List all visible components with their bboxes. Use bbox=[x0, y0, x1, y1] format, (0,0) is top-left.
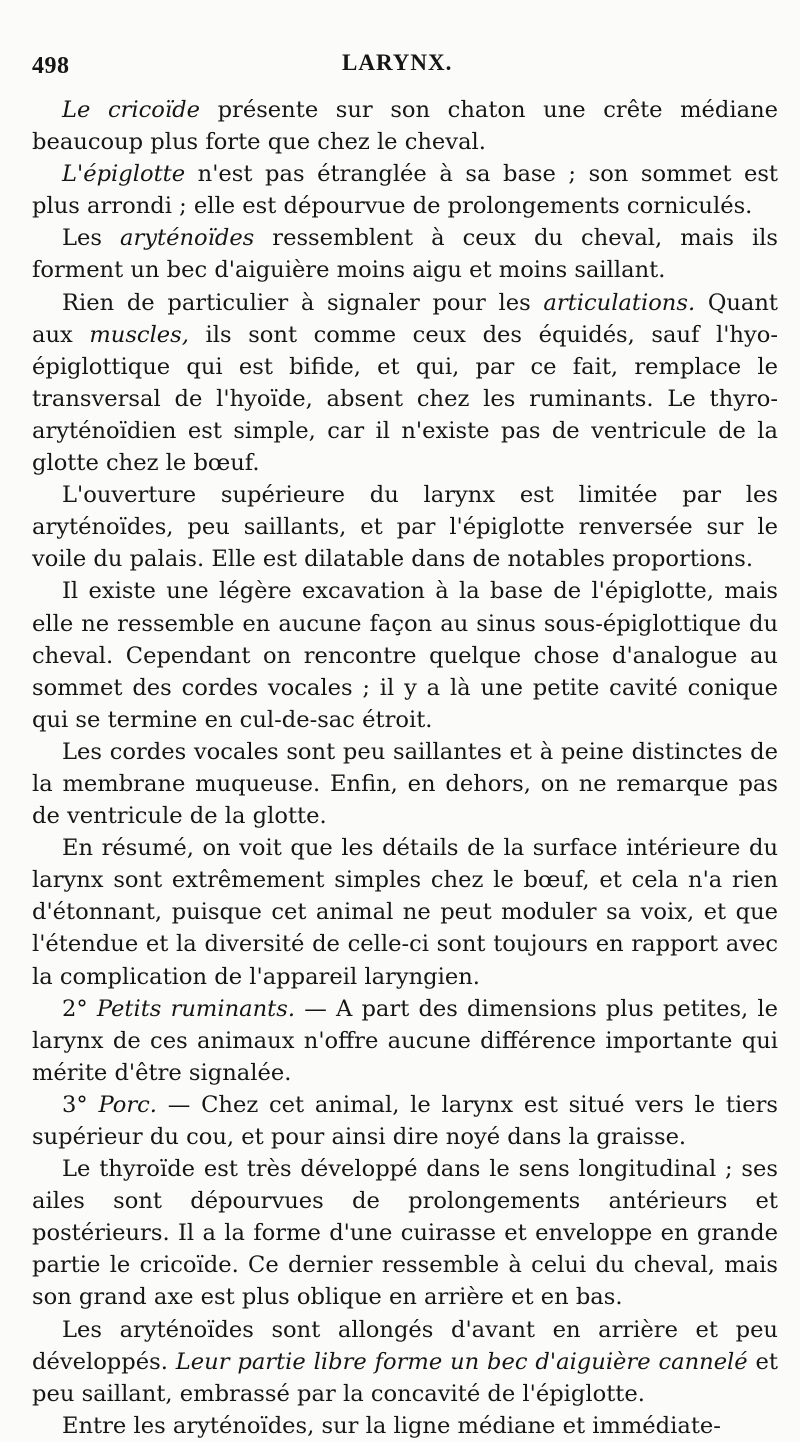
italic-text: Porc. bbox=[98, 1091, 157, 1118]
page-header bbox=[32, 46, 778, 86]
paragraph bbox=[32, 158, 778, 222]
text-run: Il existe une légère excavation à la base de l'épiglotte, mais elle ne ressemble en aucune façon au sinus sous-épiglottique du cheval. Cependant on rencontre quelque chose d'analogue au sommet des cordes vocales ; il y a là une petite cavité conique qui se termine en cul-de-sac étroit. bbox=[32, 578, 778, 733]
page-number: 498 bbox=[32, 53, 70, 79]
body-text bbox=[32, 94, 778, 1442]
text-run: Quant aux bbox=[32, 289, 778, 348]
text-run: ils sont comme ceux des équidés, sauf l'hyo-épiglottique qui est bifide, et qui, par ce fait, remplace le transversal de l'hyoïde, absent chez les ruminants. Le thyro-aryténoïdien est simple, car il n'existe pas de ventricule de la glotte chez le bœuf. bbox=[32, 321, 778, 477]
paragraph bbox=[32, 993, 778, 1089]
italic-text: Petits ruminants. bbox=[96, 995, 296, 1022]
italic-text: articulations. bbox=[543, 289, 696, 316]
text-run: Entre les aryténoïdes, sur la ligne médiane et immédiate- bbox=[62, 1412, 721, 1439]
text-run: présente sur son chaton une crête médiane beaucoup plus forte que chez le cheval. bbox=[32, 97, 779, 156]
italic-text: muscles, bbox=[89, 321, 189, 348]
text-run: — A part des dimensions plus petites, le larynx de ces animaux n'offre aucune différence importante qui mérite d'être signalée. bbox=[32, 995, 779, 1086]
paragraph bbox=[32, 287, 778, 480]
paragraph bbox=[32, 1314, 778, 1410]
text-run: 2° bbox=[62, 995, 97, 1022]
text-run: En résumé, on voit que les détails de la surface intérieure du larynx sont extrêmement simples chez le bœuf, et cela n'a rien d'étonnant, puisque cet animal ne peut moduler sa voix, et que l'étendue et la diversité de celle-ci sont toujours en rapport avec la complication de l'appareil laryngien. bbox=[32, 835, 778, 990]
italic-text: Leur partie libre forme un bec d'aiguière cannelé bbox=[175, 1348, 748, 1375]
text-run: Les aryténoïdes sont allongés d'avant en arrière et peu développés. bbox=[32, 1316, 778, 1375]
text-run: Les bbox=[62, 225, 120, 252]
paragraph bbox=[32, 94, 778, 158]
paragraph bbox=[32, 1089, 778, 1153]
paragraph bbox=[32, 1153, 778, 1313]
italic-text: Le cricoïde bbox=[62, 97, 200, 123]
italic-text: aryténoïdes bbox=[119, 225, 255, 252]
text-run: n'est pas étranglée à sa base ; son sommet est plus arrondi ; elle est dépourvue de prolongements corniculés. bbox=[32, 161, 778, 220]
text-run: Le thyroïde est très développé dans le sens longitudinal ; ses ailes sont dépourvues de prolongements antérieurs et postérieurs. Il a la forme d'une cuirasse et enveloppe en grande partie le cricoïde. Ce dernier ressemble à celui du cheval, mais son grand axe est plus oblique en arrière et en bas. bbox=[32, 1156, 778, 1311]
text-run: 3° bbox=[62, 1091, 99, 1118]
text-run: ressemblent à ceux du cheval, mais ils forment un bec d'aiguière moins aigu et moins saillant. bbox=[32, 225, 778, 284]
italic-text: L'épiglotte bbox=[62, 161, 186, 188]
paragraph bbox=[32, 832, 778, 992]
paragraph bbox=[32, 575, 778, 735]
paragraph bbox=[32, 736, 778, 832]
text-run: — Chez cet animal, le larynx est situé vers le tiers supérieur du cou, et pour ainsi dire noyé dans la graisse. bbox=[32, 1091, 778, 1150]
text-run: L'ouverture supérieure du larynx est limitée par les aryténoïdes, peu saillants, et par l'épiglotte renversée sur le voile du palais. Elle est dilatable dans de notables proportions. bbox=[32, 482, 778, 573]
text-run: et peu saillant, embrassé par la concavité de l'épiglotte. bbox=[32, 1348, 779, 1407]
running-title: LARYNX. bbox=[342, 50, 453, 75]
paragraph bbox=[32, 479, 778, 575]
text-run: Les cordes vocales sont peu saillantes et à peine distinctes de la membrane muqueuse. Enfin, en dehors, on ne remarque pas de ventricule de la glotte. bbox=[32, 738, 778, 830]
text-run: Rien de particulier à signaler pour les bbox=[62, 289, 544, 316]
paragraph bbox=[32, 222, 778, 286]
paragraph bbox=[32, 1410, 778, 1442]
